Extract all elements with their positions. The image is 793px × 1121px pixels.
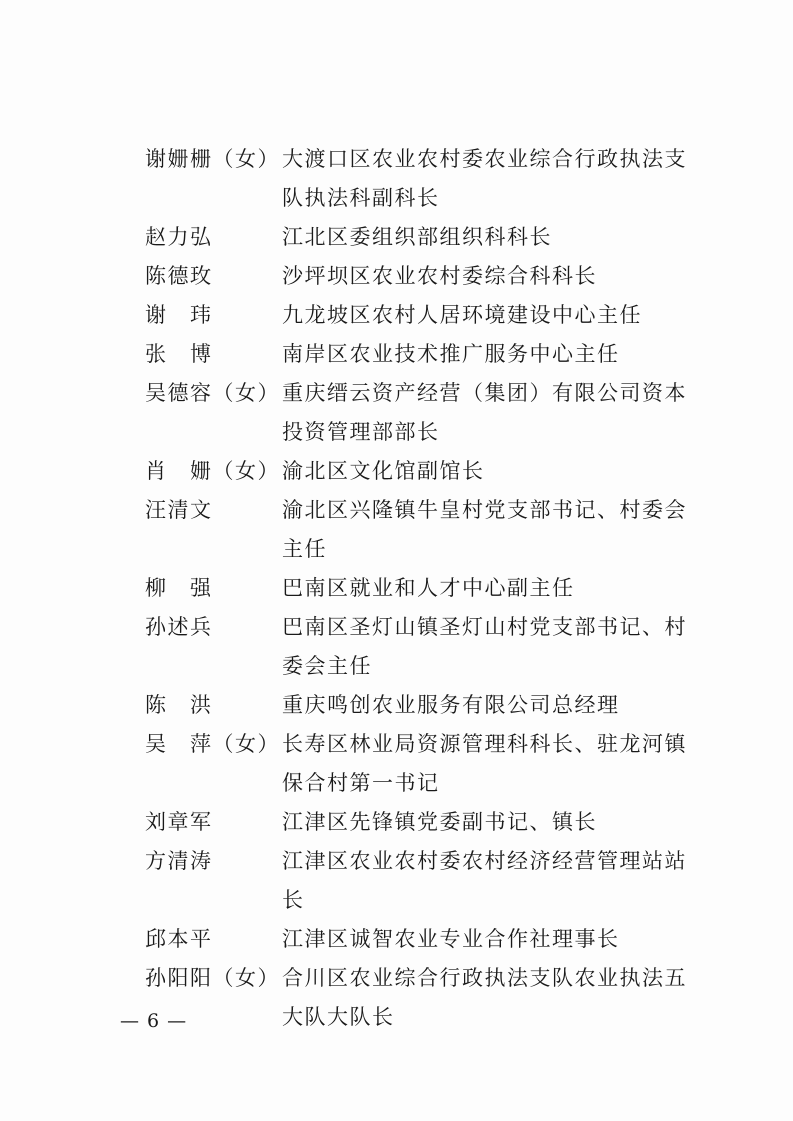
person-position: 江北区委组织部组织科科长	[282, 225, 552, 249]
list-item	[145, 569, 705, 608]
person-name: 陈 洪	[145, 693, 213, 717]
person-name: 柳 强	[145, 576, 213, 600]
person-position: 江津区诚智农业专业合作社理事长	[282, 927, 620, 951]
person-name: 赵力弘	[145, 225, 213, 249]
person-position: 江津区先锋镇党委副书记、镇长	[282, 810, 597, 834]
personnel-list	[145, 140, 705, 1037]
list-item	[145, 959, 705, 1037]
person-name: 张 博	[145, 342, 213, 366]
person-position: 沙坪坝区农业农村委综合科科长	[282, 264, 597, 288]
list-item	[145, 920, 705, 959]
person-position: 大渡口区农业农村委农业综合行政执法支队执法科副科长	[282, 147, 687, 210]
list-item	[145, 257, 705, 296]
person-name: 汪清文	[145, 498, 213, 522]
list-item	[145, 803, 705, 842]
list-item	[145, 842, 705, 920]
person-position: 南岸区农业技术推广服务中心主任	[282, 342, 620, 366]
list-item	[145, 374, 705, 452]
person-name: 孙阳阳（女）	[145, 966, 280, 990]
list-item	[145, 140, 705, 218]
person-name: 刘章军	[145, 810, 213, 834]
person-name: 陈德玫	[145, 264, 213, 288]
person-position: 巴南区圣灯山镇圣灯山村党支部书记、村委会主任	[282, 615, 687, 678]
list-item	[145, 686, 705, 725]
person-position: 合川区农业综合行政执法支队农业执法五大队大队长	[282, 966, 687, 1029]
page-number: — 6 —	[120, 1010, 188, 1032]
person-position: 渝北区文化馆副馆长	[282, 459, 485, 483]
person-position: 江津区农业农村委农村经济经营管理站站长	[282, 849, 687, 912]
list-item	[145, 725, 705, 803]
person-name: 吴德容（女）	[145, 381, 280, 405]
person-name: 谢 玮	[145, 303, 213, 327]
person-position: 巴南区就业和人才中心副主任	[282, 576, 575, 600]
list-item	[145, 296, 705, 335]
list-item	[145, 491, 705, 569]
person-position: 九龙坡区农村人居环境建设中心主任	[282, 303, 642, 327]
person-position: 渝北区兴隆镇牛皇村党支部书记、村委会主任	[282, 498, 687, 561]
person-name: 邱本平	[145, 927, 213, 951]
person-name: 吴 萍（女）	[145, 732, 280, 756]
person-name: 谢姗栅（女）	[145, 147, 280, 171]
person-name: 肖 姗（女）	[145, 459, 280, 483]
person-position: 长寿区林业局资源管理科科长、驻龙河镇保合村第一书记	[282, 732, 687, 795]
list-item	[145, 608, 705, 686]
list-item	[145, 335, 705, 374]
list-item	[145, 218, 705, 257]
list-item	[145, 452, 705, 491]
person-name: 方清涛	[145, 849, 213, 873]
person-position: 重庆鸣创农业服务有限公司总经理	[282, 693, 620, 717]
person-name: 孙述兵	[145, 615, 213, 639]
person-position: 重庆缙云资产经营（集团）有限公司资本投资管理部部长	[282, 381, 687, 444]
